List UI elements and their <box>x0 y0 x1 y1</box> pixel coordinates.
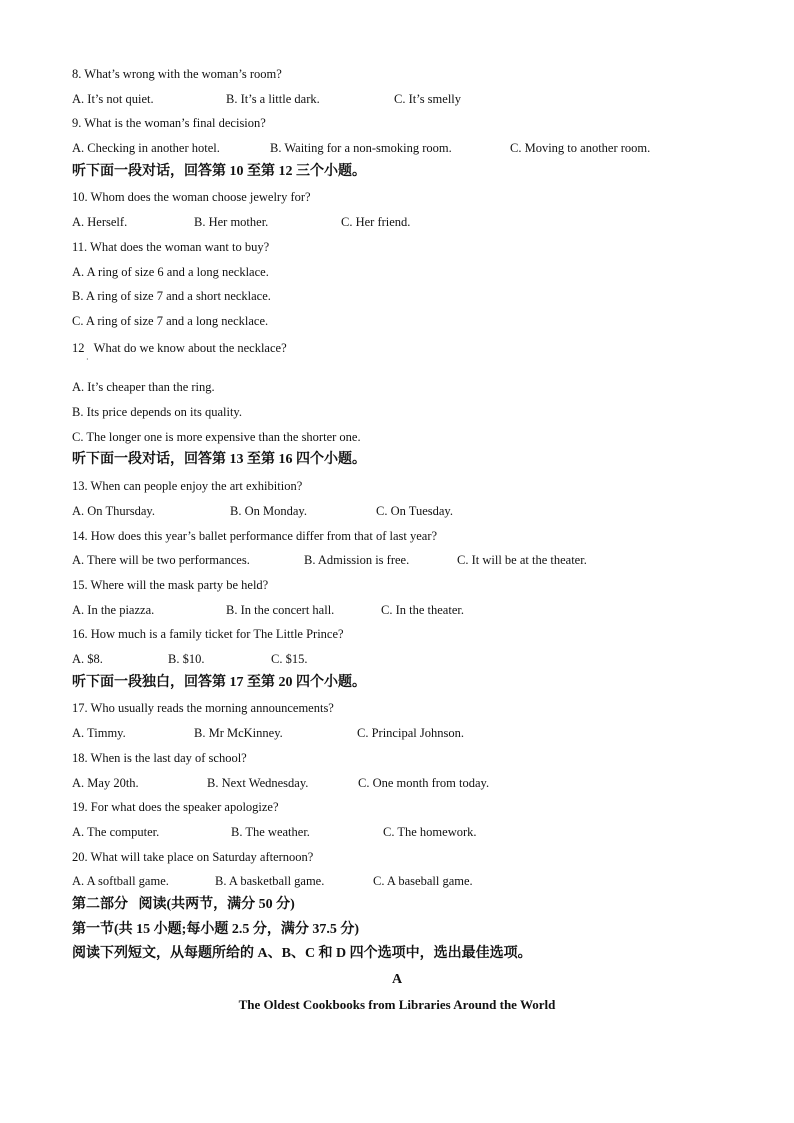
stray-dot: · <box>86 355 89 364</box>
q18-option-b: B. Next Wednesday. <box>207 776 309 790</box>
q16-option-c: C. $15. <box>271 652 308 666</box>
q12-option-c: C. The longer one is more expensive than the shorter one. <box>72 430 361 444</box>
question-20: 20. What will take place on Saturday afternoon? <box>72 850 314 864</box>
q15-option-c: C. In the theater. <box>381 603 464 617</box>
question-10: 10. Whom does the woman choose jewelry for? <box>72 190 311 204</box>
q14-option-c: C. It will be at the theater. <box>457 553 587 567</box>
q8-option-b: B. It’s a little dark. <box>226 92 320 106</box>
q17-option-b: B. Mr McKinney. <box>194 726 283 740</box>
question-12: 12 What do we know about the necklace? <box>72 341 287 355</box>
q10-option-c: C. Her friend. <box>341 215 411 229</box>
q18-option-a: A. May 20th. <box>72 776 139 790</box>
section-heading-2: 听下面一段对话，回答第 13 至第 16 四个小题。 <box>72 452 366 467</box>
q19-option-c: C. The homework. <box>383 825 477 839</box>
q10-option-a: A. Herself. <box>72 215 128 229</box>
q11-option-b: B. A ring of size 7 and a short necklace. <box>72 289 271 303</box>
q14-option-b: B. Admission is free. <box>304 553 410 567</box>
reading-instructions: 阅读下列短文，从每题所给的 A、B、C 和 D 四个选项中，选出最佳选项。 <box>72 946 532 961</box>
section-heading-1: 听下面一段对话，回答第 10 至第 12 三个小题。 <box>72 164 366 179</box>
section-1-heading: 第一节(共 15 小题;每小题 2.5 分，满分 37.5 分) <box>72 922 359 937</box>
part-2-heading: 第二部分 阅读(共两节，满分 50 分) <box>72 897 295 912</box>
q19-option-b: B. The weather. <box>231 825 310 839</box>
q15-option-b: B. In the concert hall. <box>226 603 335 617</box>
q13-option-b: B. On Monday. <box>230 504 307 518</box>
q15-option-a: A. In the piazza. <box>72 603 155 617</box>
passage-letter: A <box>391 972 403 987</box>
question-8: 8. What’s wrong with the woman’s room? <box>72 67 282 81</box>
question-15: 15. Where will the mask party be held? <box>72 578 269 592</box>
q17-option-c: C. Principal Johnson. <box>357 726 464 740</box>
q16-option-a: A. $8. <box>72 652 103 666</box>
q17-option-a: A. Timmy. <box>72 726 126 740</box>
q20-option-b: B. A basketball game. <box>215 874 325 888</box>
q13-option-a: A. On Thursday. <box>72 504 155 518</box>
q12-option-b: B. Its price depends on its quality. <box>72 405 242 419</box>
q13-option-c: C. On Tuesday. <box>376 504 453 518</box>
section-heading-3: 听下面一段独白，回答第 17 至第 20 四个小题。 <box>72 675 366 690</box>
question-18: 18. When is the last day of school? <box>72 751 247 765</box>
q9-option-c: C. Moving to another room. <box>510 141 651 155</box>
question-16: 16. How much is a family ticket for The Little Prince? <box>72 627 344 641</box>
question-9: 9. What is the woman’s final decision? <box>72 116 266 130</box>
question-13: 13. When can people enjoy the art exhibition? <box>72 479 303 493</box>
q16-option-b: B. $10. <box>168 652 205 666</box>
q18-option-c: C. One month from today. <box>358 776 490 790</box>
question-19: 19. For what does the speaker apologize? <box>72 800 279 814</box>
passage-title: The Oldest Cookbooks from Libraries Around the World <box>238 997 556 1012</box>
q8-option-a: A. It’s not quiet. <box>72 92 154 106</box>
q12-option-a: A. It’s cheaper than the ring. <box>72 380 215 394</box>
q8-option-c: C. It’s smelly <box>394 92 462 106</box>
q19-option-a: A. The computer. <box>72 825 160 839</box>
q11-option-c: C. A ring of size 7 and a long necklace. <box>72 314 269 328</box>
q20-option-c: C. A baseball game. <box>373 874 473 888</box>
q14-option-a: A. There will be two performances. <box>72 553 250 567</box>
q9-option-b: B. Waiting for a non-smoking room. <box>270 141 452 155</box>
q9-option-a: A. Checking in another hotel. <box>72 141 220 155</box>
question-14: 14. How does this year’s ballet performance differ from that of last year? <box>72 529 438 543</box>
question-11: 11. What does the woman want to buy? <box>72 240 270 254</box>
question-17: 17. Who usually reads the morning announcements? <box>72 701 334 715</box>
q20-option-a: A. A softball game. <box>72 874 169 888</box>
q10-option-b: B. Her mother. <box>194 215 269 229</box>
q11-option-a: A. A ring of size 6 and a long necklace. <box>72 265 269 279</box>
